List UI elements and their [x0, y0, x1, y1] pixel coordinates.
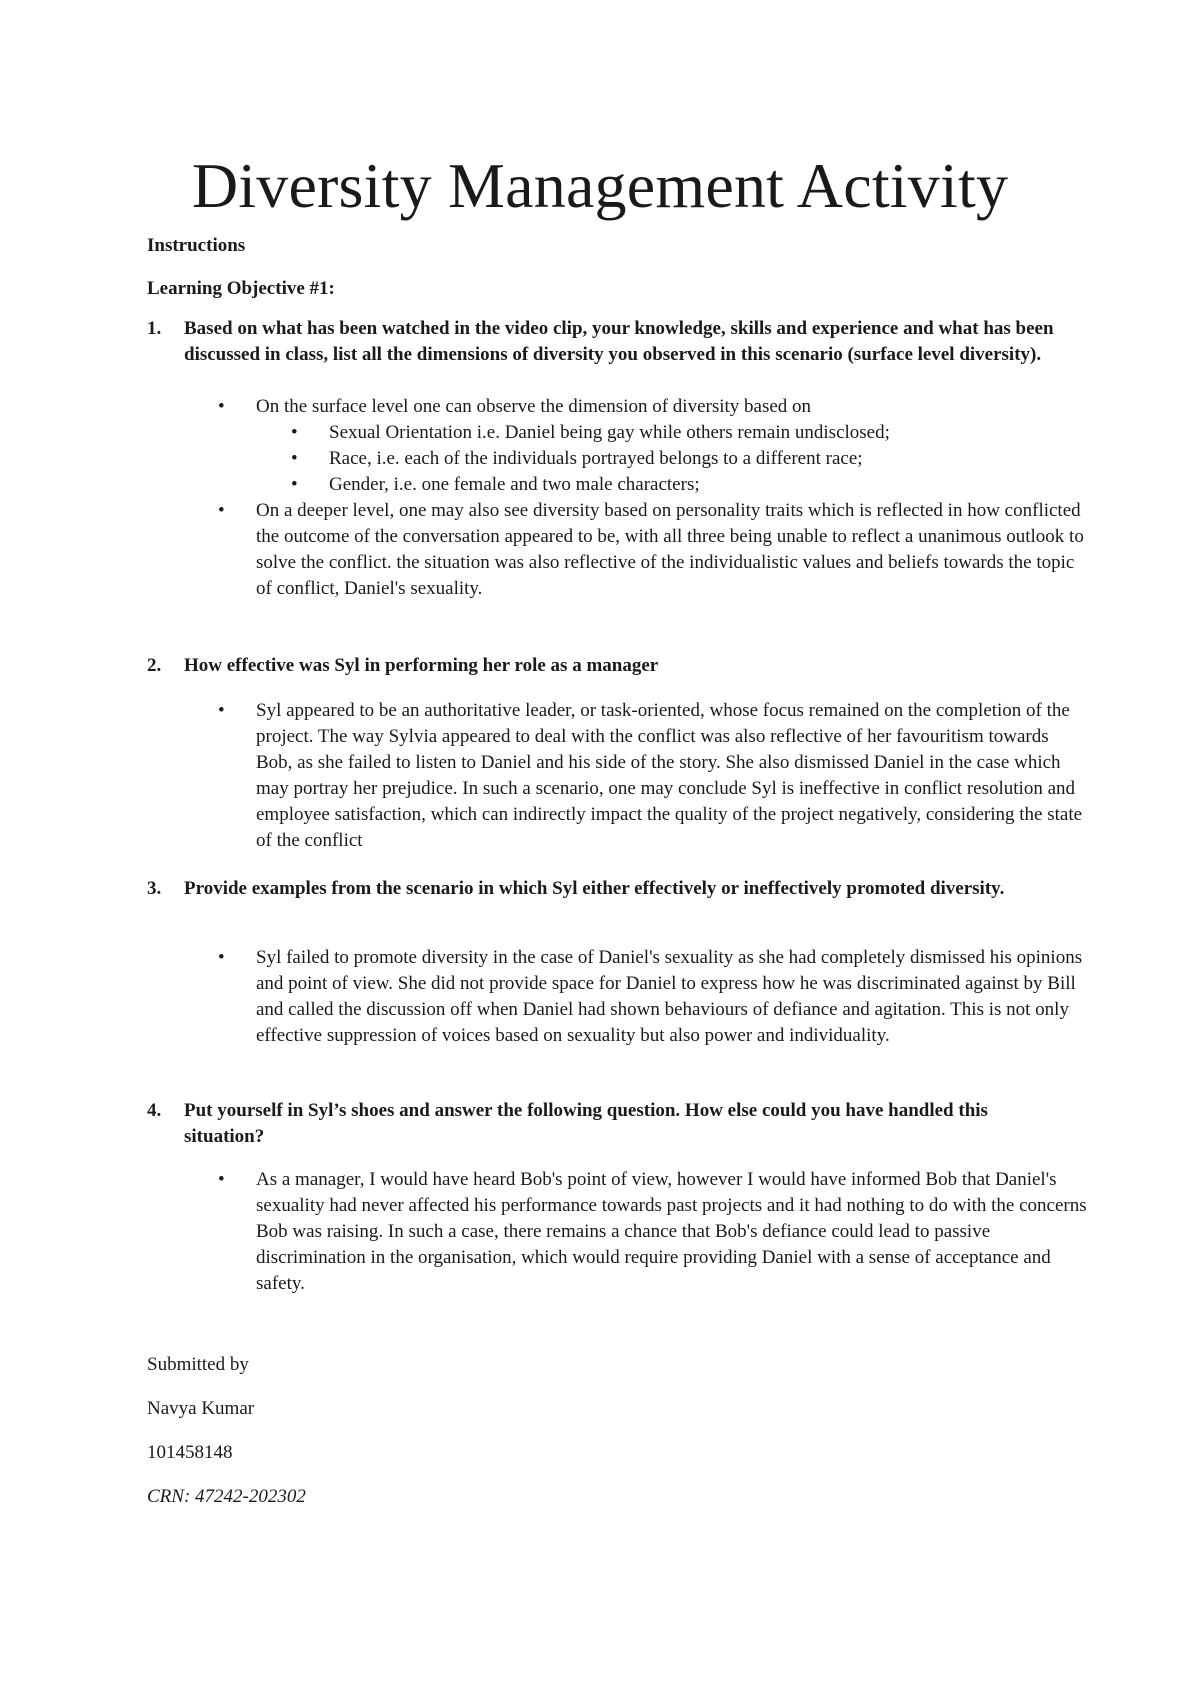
answer-sub-bullet — [0, 420, 1200, 446]
student-name: Navya Kumar — [147, 1398, 255, 1419]
answer-text: As a manager, I would have heard Bob's point of view, however I would have informed Bob that Daniel's sexuality had never affected his performance towards past projects and it had nothing to do with the concerns Bob was raising. In such a case, there remains a chance that Bob's defiance could lead to passive discrimination in the organisation, which would require providing Daniel with a sense of acceptance and safety. — [256, 1169, 1087, 1294]
instructions-heading: Instructions — [147, 235, 246, 256]
question-2-answers — [0, 698, 1200, 854]
answer-text: On the surface level one can observe the dimension of diversity based on — [256, 396, 812, 417]
answer-bullet — [0, 698, 1200, 854]
bullet-icon: • — [218, 500, 225, 521]
answer-sub-bullet — [0, 472, 1200, 498]
page-title: Diversity Management Activity — [191, 150, 1009, 221]
question-1-answers — [0, 394, 1200, 602]
question-number: 2. — [147, 655, 162, 676]
answer-bullet — [0, 498, 1200, 602]
bullet-icon: • — [291, 474, 298, 495]
question-3 — [147, 876, 1067, 902]
crn-number: CRN: 47242-202302 — [147, 1486, 306, 1507]
question-text: Put yourself in Syl’s shoes and answer the following question. How else could you have handled this situation? — [184, 1100, 988, 1147]
question-text: How effective was Syl in performing her role as a manager — [184, 655, 659, 676]
answer-bullet — [0, 945, 1200, 1049]
question-3-answers — [0, 945, 1200, 1049]
bullet-icon: • — [291, 422, 298, 443]
bullet-icon: • — [218, 700, 225, 721]
question-2 — [147, 653, 1067, 679]
answer-text: On a deeper level, one may also see diversity based on personality traits which is reflected in how conflicted the outcome of the conversation appeared to be, with all three being unable to reflect a unanimous outlook to solve the conflict. the situation was also reflective of the individualistic values and beliefs towards the topic of conflict, Daniel's sexuality. — [256, 500, 1084, 599]
answer-text: Syl failed to promote diversity in the case of Daniel's sexuality as she had completely dismissed his opinions and point of view. She did not provide space for Daniel to express how he was discriminated against by Bill and called the discussion off when Daniel had shown behaviours of defiance and agitation. This is not only effective suppression of voices based on sexuality but also power and individuality. — [256, 947, 1083, 1046]
answer-bullet — [0, 1167, 1200, 1297]
question-4-answers — [0, 1167, 1200, 1297]
question-1 — [147, 316, 1067, 368]
answer-text: Gender, i.e. one female and two male characters; — [329, 474, 700, 495]
question-number: 4. — [147, 1100, 162, 1121]
question-4 — [147, 1098, 1067, 1150]
answer-text: Syl appeared to be an authoritative leader, or task-oriented, whose focus remained on the completion of the project. The way Sylvia appeared to deal with the conflict was also reflective of her favouritism towards Bob, as she failed to listen to Daniel and his side of the story. She also dismissed Daniel in the case which may portray her prejudice. In such a scenario, one may conclude Syl is ineffective in conflict resolution and employee satisfaction, which can indirectly impact the quality of the project negatively, considering the state of the conflict — [256, 700, 1083, 851]
learning-objective-heading: Learning Objective #1: — [147, 278, 335, 299]
question-number: 3. — [147, 878, 162, 899]
submitted-by-label: Submitted by — [147, 1354, 249, 1375]
answer-bullet — [0, 394, 1200, 420]
bullet-icon: • — [291, 448, 298, 469]
answer-sub-bullet — [0, 446, 1200, 472]
student-id: 101458148 — [147, 1442, 233, 1463]
bullet-icon: • — [218, 396, 225, 417]
answer-text: Sexual Orientation i.e. Daniel being gay while others remain undisclosed; — [329, 422, 890, 443]
question-number: 1. — [147, 318, 162, 339]
question-text: Based on what has been watched in the video clip, your knowledge, skills and experience and what has been discussed in class, list all the dimensions of diversity you observed in this scenario (surface level diversity). — [184, 318, 1054, 365]
bullet-icon: • — [218, 947, 225, 968]
answer-text: Race, i.e. each of the individuals portrayed belongs to a different race; — [329, 448, 863, 469]
bullet-icon: • — [218, 1169, 225, 1190]
question-text: Provide examples from the scenario in which Syl either effectively or ineffectively promoted diversity. — [184, 878, 1005, 899]
